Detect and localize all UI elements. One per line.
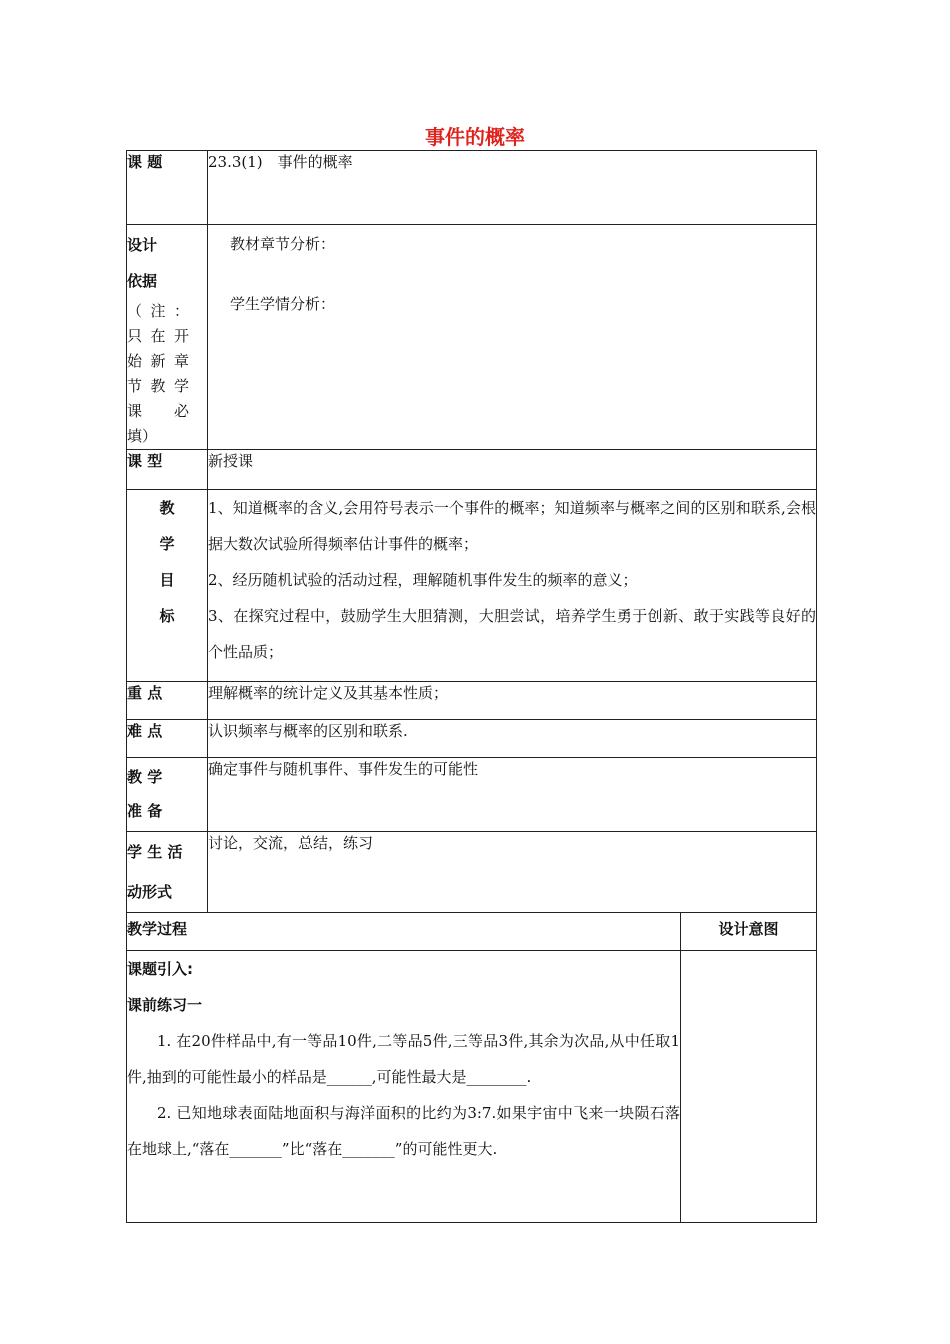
difficulty-value: 认识频率与概率的区别和联系. [208, 720, 817, 758]
objective-item: 2、经历随机试验的活动过程，理解随机事件发生的频率的意义； [208, 571, 638, 589]
row-process-header [127, 913, 817, 951]
design-basis-label-line1: 设计 [127, 236, 158, 254]
row-design-basis [127, 225, 817, 450]
objectives-content [208, 490, 817, 682]
preparation-label-line1: 教 学 [127, 768, 163, 786]
objective-item: 1、知道概率的含义,会用符号表示一个事件的概率；知道频率与概率之间的区别和联系,会根据大数次试验所得频率估计事件的概率； [208, 499, 816, 553]
row-process-body [127, 951, 817, 1223]
design-basis-label [127, 225, 208, 450]
lesson-type-value: 新授课 [208, 450, 817, 490]
topic-value: 23.3(1) 事件的概率 [208, 151, 817, 225]
preparation-label-line2: 准 备 [127, 802, 163, 820]
design-basis-label-line2: 依据 [127, 272, 158, 290]
design-basis-note [127, 299, 189, 449]
intro-heading: 课题引入: [127, 960, 193, 978]
design-note-line: 填） [127, 427, 158, 445]
key-point-value: 理解概率的统计定义及其基本性质； [208, 682, 817, 720]
process-header-right: 设计意图 [681, 913, 817, 951]
row-preparation [127, 758, 817, 832]
practice-question: 2. 已知地球表面陆地面积与海洋面积的比约为3:7.如果宇宙中飞来一块陨石落在地球上,“落在_______”比“落在_______”的可能性更大. [127, 1104, 680, 1158]
design-note-line: 课 必 [127, 402, 189, 420]
key-point-label: 重 点 [127, 682, 208, 720]
process-content [127, 951, 681, 1223]
objectives-label [127, 490, 208, 682]
practice-heading: 课前练习一 [127, 996, 203, 1014]
document-title: 事件的概率 [425, 125, 525, 149]
difficulty-label: 难 点 [127, 720, 208, 758]
preparation-value: 确定事件与随机事件、事件发生的可能性 [208, 758, 817, 832]
textbook-analysis-label: 教材章节分析： [230, 235, 336, 253]
design-note-line: 节 教 学 [127, 377, 189, 395]
objective-item: 3、在探究过程中，鼓励学生大胆猜测，大胆尝试，培养学生勇于创新、敢于实践等良好的个性品质； [208, 607, 816, 661]
objectives-label-char: 目 [159, 571, 175, 589]
design-note-line: 始 新 章 [127, 352, 189, 370]
activity-label-line2: 动形式 [127, 883, 173, 901]
design-note-line: （ 注 ： [127, 302, 189, 320]
objectives-label-char: 教 [159, 499, 175, 517]
row-activity [127, 832, 817, 913]
row-objectives [127, 490, 817, 682]
preparation-label [127, 758, 208, 832]
design-intent-cell [681, 951, 817, 1223]
row-difficulty [127, 720, 817, 758]
activity-label-line1: 学 生 活 [127, 843, 183, 861]
row-lesson-type [127, 450, 817, 490]
process-header-left: 教学过程 [127, 913, 681, 951]
lesson-plan-table [126, 150, 817, 1223]
objectives-label-char: 标 [159, 607, 175, 625]
design-note-line: 只 在 开 [127, 327, 189, 345]
objectives-label-char: 学 [159, 535, 175, 553]
student-analysis-label: 学生学情分析： [230, 295, 336, 313]
lesson-type-label: 课 型 [127, 450, 208, 490]
topic-label: 课 题 [127, 151, 208, 225]
activity-value: 讨论，交流，总结，练习 [208, 832, 817, 913]
row-key-point [127, 682, 817, 720]
practice-question: 1. 在20件样品中,有一等品10件,二等品5件,三等品3件,其余为次品,从中任取1件,抽到的可能性最小的样品是______,可能性最大是________. [127, 1032, 680, 1086]
activity-label [127, 832, 208, 913]
row-topic [127, 151, 817, 225]
design-basis-content [208, 225, 817, 450]
